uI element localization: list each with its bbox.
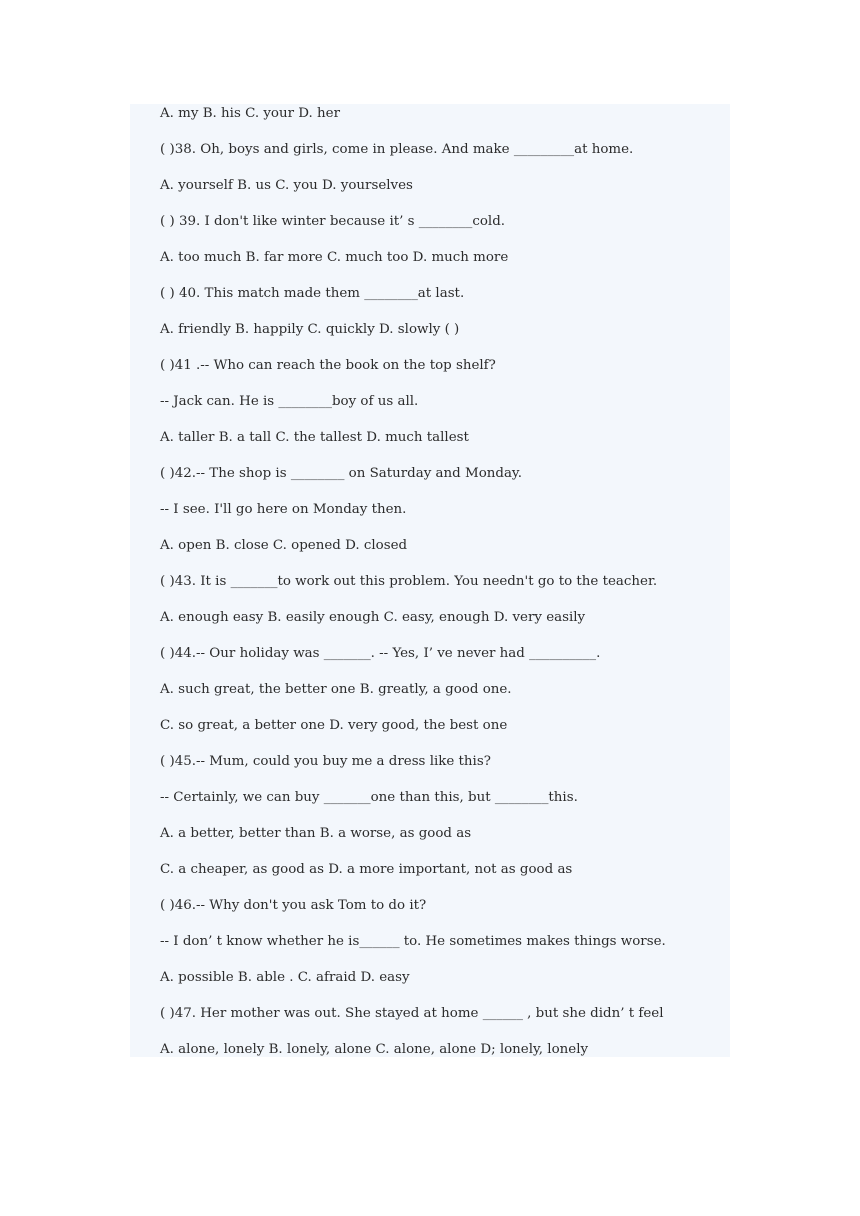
question-44: ( )44.-- Our holiday was _______. -- Yes, I’ ve never had __________. bbox=[160, 646, 601, 661]
question-38: ( )38. Oh, boys and girls, come in please. And make _________at home. bbox=[160, 142, 634, 157]
question-41: ( )41 .-- Who can reach the book on the top shelf? bbox=[160, 358, 496, 373]
options-43: A. enough easy B. easily enough C. easy, enough D. very easily bbox=[160, 610, 586, 625]
question-43: ( )43. It is _______to work out this problem. You needn't go to the teacher. bbox=[160, 574, 658, 589]
question-40: ( ) 40. This match made them ________at last. bbox=[160, 286, 465, 301]
question-39: ( ) 39. I don't like winter because it’ s ________cold. bbox=[160, 214, 506, 229]
options-44-cd: C. so great, a better one D. very good, the best one bbox=[160, 718, 508, 733]
question-42: ( )42.-- The shop is ________ on Saturday and Monday. bbox=[160, 466, 522, 481]
question-46: ( )46.-- Why don't you ask Tom to do it? bbox=[160, 898, 427, 913]
exercise-panel bbox=[130, 104, 730, 1057]
options-45-cd: C. a cheaper, as good as D. a more important, not as good as bbox=[160, 862, 573, 877]
question-42-answer: -- I see. I'll go here on Monday then. bbox=[160, 502, 407, 517]
question-45-answer: -- Certainly, we can buy _______one than this, but ________this. bbox=[160, 790, 578, 805]
options-38: A. yourself B. us C. you D. yourselves bbox=[160, 178, 413, 193]
options-45-ab: A. a better, better than B. a worse, as good as bbox=[160, 826, 472, 841]
options-44-ab: A. such great, the better one B. greatly, a good one. bbox=[160, 682, 512, 697]
options-41: A. taller B. a tall C. the tallest D. much tallest bbox=[160, 430, 469, 445]
options-39: A. too much B. far more C. much too D. much more bbox=[160, 250, 509, 265]
question-46-answer: -- I don’ t know whether he is______ to. He sometimes makes things worse. bbox=[160, 934, 666, 949]
question-45: ( )45.-- Mum, could you buy me a dress like this? bbox=[160, 754, 491, 769]
options-46: A. possible B. able . C. afraid D. easy bbox=[160, 970, 410, 985]
options-40: A. friendly B. happily C. quickly D. slowly ( ) bbox=[160, 322, 460, 337]
question-41-answer: -- Jack can. He is ________boy of us all. bbox=[160, 394, 419, 409]
question-47: ( )47. Her mother was out. She stayed at home ______ , but she didn’ t feel bbox=[160, 1006, 664, 1021]
options-47: A. alone, lonely B. lonely, alone C. alone, alone D; lonely, lonely bbox=[160, 1042, 589, 1057]
text-line: A. my B. his C. your D. her bbox=[160, 106, 341, 121]
options-42: A. open B. close C. opened D. closed bbox=[160, 538, 408, 553]
